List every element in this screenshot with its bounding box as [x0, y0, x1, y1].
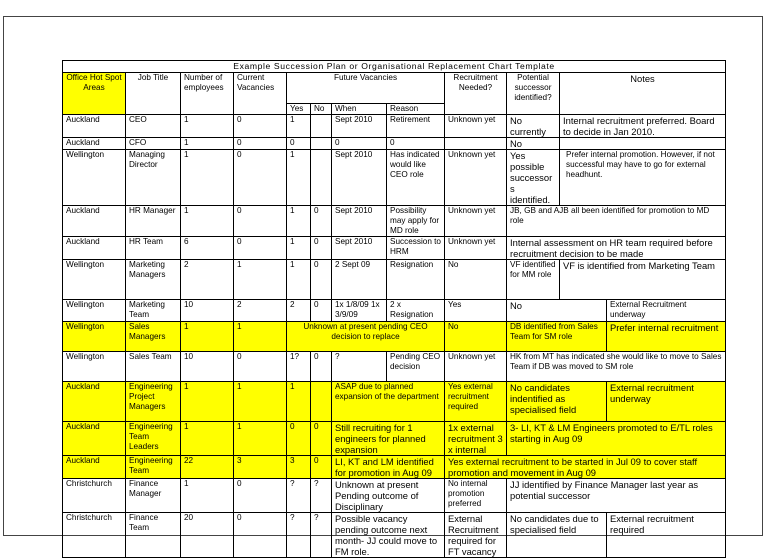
- cell-when: 1x 1/8/09 1x 3/9/09: [332, 300, 387, 322]
- cell-when-reason: ASAP due to planned expansion of the department: [332, 382, 445, 422]
- cell-employees: 1: [181, 422, 234, 456]
- cell-successor-notes: HK from MT has indicated she would like to move to Sales Team if DB was moved to SM role: [507, 352, 726, 382]
- cell-job-title: HR Manager: [126, 206, 181, 237]
- cell-office: Wellington: [63, 322, 126, 352]
- table-row: [63, 138, 726, 150]
- cell-reason: 0: [387, 138, 445, 150]
- cell-when: 0: [332, 138, 387, 150]
- cell-recruitment: 1x external recruitment 3 x internal: [445, 422, 507, 456]
- cell-job-title: Engineering Team Leaders: [126, 422, 181, 456]
- cell-recruitment-notes: Yes external recruitment to be started in Jul 09 to cover staff promotion and movement in Aug 09: [445, 456, 726, 479]
- cell-yes: 2: [287, 300, 311, 322]
- cell-when: Sept 2010: [332, 237, 387, 260]
- cell-yes: 1: [287, 115, 311, 138]
- cell-no: ?: [311, 513, 332, 558]
- cell-successor: DB identified from Sales Team for SM role: [507, 322, 607, 352]
- cell-successor: No candidates due to specialised field: [507, 513, 607, 558]
- cell-office: Auckland: [63, 237, 126, 260]
- header-reason: Reason: [387, 104, 445, 115]
- cell-current-vacancies: 0: [234, 115, 287, 138]
- header-no: No: [311, 104, 332, 115]
- cell-reason: Has indicated would like CEO role: [387, 150, 445, 206]
- cell-recruitment: Unknown yet: [445, 150, 507, 206]
- cell-successor-notes: 3- LI, KT & LM Engineers promoted to E/TL roles starting in Aug 09: [507, 422, 726, 456]
- cell-yes: 1?: [287, 352, 311, 382]
- cell-office: Wellington: [63, 150, 126, 206]
- cell-notes: External recruitment underway: [607, 382, 726, 422]
- cell-notes: External recruitment required: [607, 513, 726, 558]
- cell-no: [311, 138, 332, 150]
- cell-yes: 0: [287, 422, 311, 456]
- cell-job-title: Marketing Team: [126, 300, 181, 322]
- cell-no: 0: [311, 456, 332, 479]
- cell-no: [311, 150, 332, 206]
- cell-reason: 2 x Resignation: [387, 300, 445, 322]
- cell-notes: Prefer internal recruitment: [607, 322, 726, 352]
- table-row: [63, 206, 726, 237]
- table-row: [63, 352, 726, 382]
- cell-successor: No: [507, 138, 560, 150]
- header-yes: Yes: [287, 104, 311, 115]
- cell-yes: 0: [287, 138, 311, 150]
- cell-when-reason: LI, KT and LM identified for promotion in Aug 09: [332, 456, 445, 479]
- cell-successor: No: [507, 300, 607, 322]
- cell-recruitment: Yes: [445, 300, 507, 322]
- header-current-vacancies: Current Vacancies: [234, 73, 287, 115]
- cell-employees: 22: [181, 456, 234, 479]
- cell-notes: Prefer internal promotion. However, if not successful may have to go for external headhunt.: [560, 150, 726, 206]
- cell-successor: No currently: [507, 115, 560, 138]
- cell-current-vacancies: 1: [234, 422, 287, 456]
- cell-when-reason: Possible vacancy pending outcome next month- JJ could move to FM role.: [332, 513, 445, 558]
- cell-office: Auckland: [63, 138, 126, 150]
- cell-current-vacancies: 0: [234, 237, 287, 260]
- cell-reason: Possibility may apply for MD role: [387, 206, 445, 237]
- cell-current-vacancies: 1: [234, 322, 287, 352]
- cell-yes: 1: [287, 237, 311, 260]
- cell-office: Christchurch: [63, 513, 126, 558]
- cell-employees: 20: [181, 513, 234, 558]
- table-title: Example Succession Plan or Organisational Replacement Chart Template: [63, 61, 726, 73]
- cell-job-title: CFO: [126, 138, 181, 150]
- table-row: [63, 422, 726, 456]
- cell-reason: Pending CEO decision: [387, 352, 445, 382]
- cell-no: [311, 115, 332, 138]
- cell-successor: No candidates indentified as specialised field: [507, 382, 607, 422]
- cell-notes: [560, 138, 726, 150]
- cell-office: Auckland: [63, 206, 126, 237]
- header-when: When: [332, 104, 387, 115]
- cell-no: 0: [311, 352, 332, 382]
- cell-current-vacancies: 2: [234, 300, 287, 322]
- cell-office: Wellington: [63, 260, 126, 300]
- cell-when: 2 Sept 09: [332, 260, 387, 300]
- cell-current-vacancies: 0: [234, 150, 287, 206]
- cell-recruitment: Unknown yet: [445, 115, 507, 138]
- header-recruitment-needed: Recruitment Needed?: [445, 73, 507, 115]
- cell-future-vacancies: Unknown at present pending CEO decision to replace: [287, 322, 445, 352]
- cell-employees: 10: [181, 300, 234, 322]
- cell-job-title: HR Team: [126, 237, 181, 260]
- table-row: [63, 115, 726, 138]
- cell-employees: 1: [181, 322, 234, 352]
- cell-no: [311, 382, 332, 422]
- table-row: [63, 260, 726, 300]
- cell-successor-notes: JJ identified by Finance Manager last year as potential successor: [507, 479, 726, 513]
- cell-job-title: Engineering Team: [126, 456, 181, 479]
- cell-employees: 2: [181, 260, 234, 300]
- header-office: Office Hot Spot Areas: [63, 73, 126, 115]
- table-row: [63, 456, 726, 479]
- cell-successor: Yes possible successors identified.: [507, 150, 560, 206]
- cell-notes: Internal recruitment preferred. Board to decide in Jan 2010.: [560, 115, 726, 138]
- cell-recruitment: Unknown yet: [445, 352, 507, 382]
- cell-current-vacancies: 0: [234, 138, 287, 150]
- cell-employees: 10: [181, 352, 234, 382]
- cell-no: 0: [311, 237, 332, 260]
- cell-recruitment: External Recruitment required for FT vacancy: [445, 513, 507, 558]
- cell-current-vacancies: 0: [234, 479, 287, 513]
- cell-no: 0: [311, 422, 332, 456]
- cell-office: Auckland: [63, 115, 126, 138]
- cell-no: 0: [311, 206, 332, 237]
- cell-successor-notes: JB, GB and AJB all been identified for promotion to MD role: [507, 206, 726, 237]
- table-row: [63, 300, 726, 322]
- cell-recruitment: Yes external recruitment required: [445, 382, 507, 422]
- cell-no: ?: [311, 479, 332, 513]
- cell-employees: 1: [181, 206, 234, 237]
- table-row: [63, 322, 726, 352]
- cell-yes: 3: [287, 456, 311, 479]
- document-page: [3, 16, 763, 557]
- header-notes: Notes: [560, 73, 726, 115]
- cell-job-title: CEO: [126, 115, 181, 138]
- header-num-employees: Number of employees: [181, 73, 234, 115]
- cell-reason: Retirement: [387, 115, 445, 138]
- table-row: [63, 237, 726, 260]
- cell-when-reason: Unknown at present Pending outcome of Disciplinary: [332, 479, 445, 513]
- cell-current-vacancies: 0: [234, 352, 287, 382]
- cell-reason: Resignation: [387, 260, 445, 300]
- cell-recruitment: No: [445, 260, 507, 300]
- cell-employees: 1: [181, 382, 234, 422]
- cell-employees: 1: [181, 150, 234, 206]
- cell-when: Sept 2010: [332, 206, 387, 237]
- cell-successor: VF identified for MM role: [507, 260, 560, 300]
- cell-when: Sept 2010: [332, 115, 387, 138]
- cell-notes: External Recruitment underway: [607, 300, 726, 322]
- cell-current-vacancies: 1: [234, 260, 287, 300]
- cell-office: Auckland: [63, 456, 126, 479]
- cell-when-reason: Still recruiting for 1 engineers for planned expansion: [332, 422, 445, 456]
- cell-recruitment: Unknown yet: [445, 206, 507, 237]
- cell-yes: 1: [287, 150, 311, 206]
- cell-reason: Succession to HRM: [387, 237, 445, 260]
- cell-recruitment: No internal promotion preferred: [445, 479, 507, 513]
- cell-no: 0: [311, 300, 332, 322]
- header-potential-successor: Potential successor identified?: [507, 73, 560, 115]
- cell-job-title: Engineering Project Managers: [126, 382, 181, 422]
- cell-job-title: Sales Team: [126, 352, 181, 382]
- cell-yes: 1: [287, 382, 311, 422]
- cell-office: Wellington: [63, 352, 126, 382]
- cell-job-title: Sales Managers: [126, 322, 181, 352]
- cell-recruitment: [445, 138, 507, 150]
- cell-job-title: Finance Manager: [126, 479, 181, 513]
- cell-current-vacancies: 0: [234, 513, 287, 558]
- cell-office: Wellington: [63, 300, 126, 322]
- cell-current-vacancies: 0: [234, 206, 287, 237]
- cell-office: Auckland: [63, 382, 126, 422]
- table-row: [63, 513, 726, 558]
- cell-notes: VF is identified from Marketing Team: [560, 260, 726, 300]
- cell-job-title: Managing Director: [126, 150, 181, 206]
- cell-job-title: Finance Team: [126, 513, 181, 558]
- cell-yes: 1: [287, 206, 311, 237]
- cell-recruitment: No: [445, 322, 507, 352]
- cell-employees: 1: [181, 115, 234, 138]
- cell-successor-notes: Internal assessment on HR team required before recruitment decision to be made: [507, 237, 726, 260]
- cell-yes: ?: [287, 513, 311, 558]
- cell-yes: 1: [287, 260, 311, 300]
- cell-office: Auckland: [63, 422, 126, 456]
- table-row: [63, 150, 726, 206]
- table-row: [63, 382, 726, 422]
- cell-office: Christchurch: [63, 479, 126, 513]
- cell-yes: ?: [287, 479, 311, 513]
- cell-when: ?: [332, 352, 387, 382]
- header-job-title: Job Title: [126, 73, 181, 115]
- cell-current-vacancies: 3: [234, 456, 287, 479]
- cell-job-title: Marketing Managers: [126, 260, 181, 300]
- cell-no: 0: [311, 260, 332, 300]
- cell-employees: 1: [181, 479, 234, 513]
- cell-employees: 1: [181, 138, 234, 150]
- cell-current-vacancies: 1: [234, 382, 287, 422]
- table-row: [63, 479, 726, 513]
- succession-plan-table: [62, 60, 726, 558]
- cell-when: Sept 2010: [332, 150, 387, 206]
- cell-recruitment: Unknown yet: [445, 237, 507, 260]
- header-future-vacancies: Future Vacancies: [287, 73, 445, 104]
- cell-employees: 6: [181, 237, 234, 260]
